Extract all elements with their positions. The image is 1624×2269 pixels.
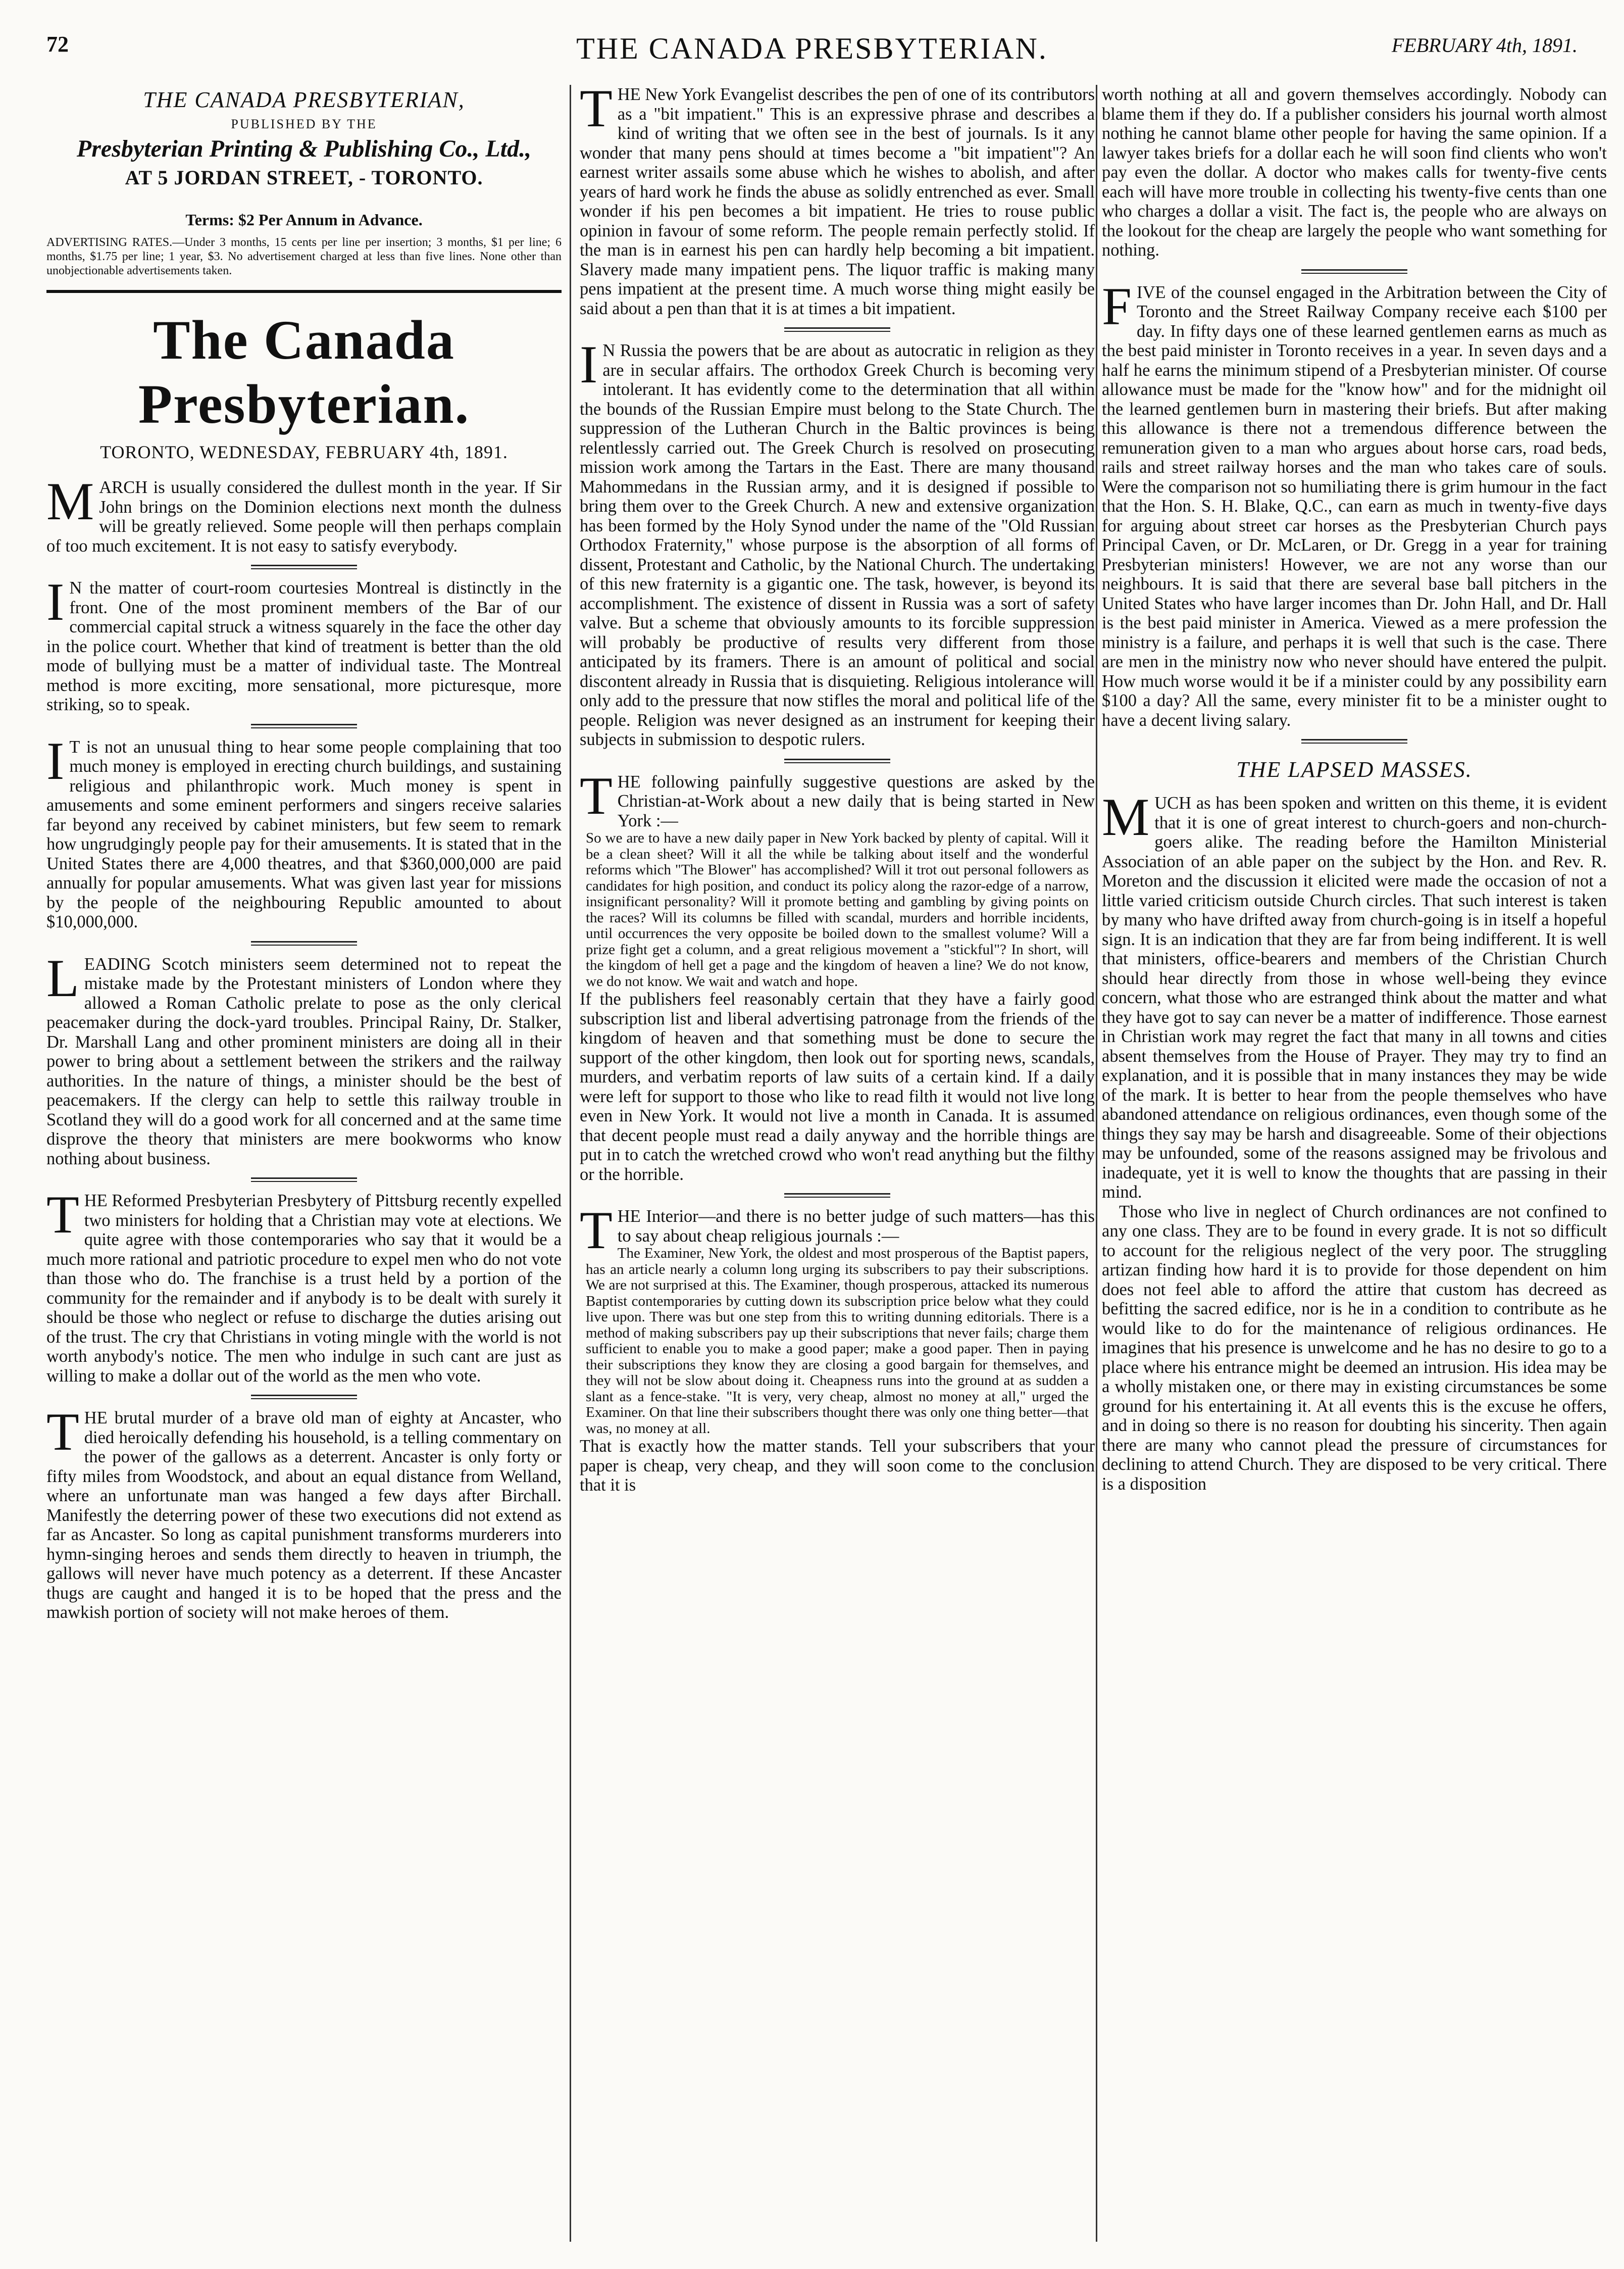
article-new-daily-comment: If the publishers feel reasonably certain that they have a fairly good subscription list and liberal advertising patronage from the friends of the kingdom of heaven and that something must be done to secure the support of the other kingdom, then look out for sporting news, scandals, murders, and verbatim reports of law suits of a certain kind. If a daily were left for support to those who like to read filth it would not live long even in New York. It would not live a month in Canada. It is assumed that decent people must read a daily anyway and the horrible things are put in to catch the wretched crowd who won't read anything but the filthy or the horrible. (580, 990, 1095, 1184)
article-separator (1301, 269, 1407, 274)
drop-cap: T (580, 1201, 613, 1260)
article-separator (784, 759, 890, 763)
masthead-published-by: PUBLISHED BY THE (231, 117, 377, 131)
article-scotch-ministers: LEADING Scotch ministers seem determined not to repeat the mistake made by the Protestant ministers of London where they allowed a Roman Catholic prelate to pose as the only clerical peacemaker during the dock-yard troubles. Principal Rainy, Dr. Stalker, Dr. Marshall Lang and other prominent ministers are doing all in their power to bring about a settlement between the strikers and the railway authorities. In the nature of things, a minister should be the best of peacemakers. If the clergy can help to settle this railway trouble in Scotland they will do a good work for all concerned and at the same time disprove the theory that ministers are mere bookworms who know nothing about business. (46, 948, 562, 1168)
article-reformed-presbytery: THE Reformed Presbyterian Presbytery of Pittsburg recently expelled two ministers for holding that a Christian may vote at elections. We quite agree with those contemporaries who say that it would be a much more rational and patriotic procedure to expel men who do not vote than those who do. The franchise is a trust held by a portion of the community for the remainder and if anybody is to be dealt with surely it should be those who neglect or refuse to discharge the duties arising out of the trust. The cry that Christians in voting mingle with the world is not worth anybody's notice. The men who indulge in such cant are just as willing to make a dollar out of the world as the men who vote. (46, 1185, 562, 1386)
masthead-advertising: ADVERTISING RATES.—Under 3 months, 15 cents per line per insertion; 3 months, $1 per line; 6 months, $1.75 per line; 1 year, $3. No advertisement charged at less than five lines. None other than unobjectionable advertisements taken. (46, 236, 562, 277)
quotation-christian-at-work: So we are to have a new daily paper in New York backed by plenty of capital. Will it be a clean sheet? Will it all the while be talking about itself and the wonderful reforms which "The Blower" has accomplished? Will it trot out personal followers as candidates for high position, and conduct its policy along the razor-edge of a narrow, insignificant personality? Will it promote betting and gambling by giving points on the races? Will its columns be filled with scandal, murders and horrible incidents, until occurrences the very opposite be boiled down to the smallest volume? Will a prize fight get a column, and a great religious movement a "stickful"? In short, will the kingdom of hell get a page and the kingdom of heaven a line? We do not know, we do not know. We wait and watch and hope. (586, 830, 1089, 990)
article-separator (784, 1193, 890, 1198)
article-cheap-journals-continued: worth nothing at all and govern themselves accordingly. Nobody can blame them if they do. If a publisher considers his journal worth almost nothing he cannot blame other people for having the same opinion. If a lawyer takes briefs for a dollar each he will soon find clients who won't pay even the dollar. A doctor who makes calls for twenty-five cents each will have more trouble in collecting his twenty-five cents than one who charges a dollar a visit. The fact is, the people who are always on the lookout for the cheap are largely the people who want something for nothing. (1102, 85, 1607, 260)
article-cheap-journals-intro: THE Interior—and there is no better judge of such matters—has this to say about cheap religious journals :— (580, 1201, 1095, 1260)
drop-cap: T (580, 766, 613, 825)
article-russia: I N Russia the powers that be are about as autocratic in religion as they are in secular affairs. The orthodox Greek Church is becoming very intolerant. It has evidently come to the determination that all within the bounds of the Russian Empire must belong to the State Church. The suppression of the Lutheran Church in the Baltic provinces is being relentlessly carried out. The Greek Church is resolved on prosecuting mission work among the Tartars in the East. There are many thousand Mahommedans in the Russian army, and it is designed if possible to bring them over to the Greek Church. A new and extensive organization has been formed by the Holy Synod under the name of the "Old Russian Orthodox Fraternity," whose purpose is the absorption of all forms of dissent, Protestant and Catholic, by the National Church. The undertaking of this new fraternity is a gigantic one. The task, however, is beyond its accomplishment. The existence of dissent in Russia was a sort of safety valve. But a scheme that obviously amounts to its forcible suppression will probably be productive of results very different from those anticipated by its framers. There is an amount of political and social discontent already in Russia that is disquieting. Religious intolerance will only add to the pressure that now stifles the moral and political life of the people. Religion was never designed as an instrument for keeping their subjects in submission to despotic rulers. (580, 335, 1095, 749)
article-separator (251, 565, 357, 569)
article-amusements: I T is not an unusual thing to hear some people complaining that too much money is employed in erecting church buildings, and sustaining religious and philanthropic work. Much money is spent in amusements and some eminent performers and singers receive salaries far beyond any received by cabinet ministers, but few seem to remark how ungrudgingly people pay for their amusements. It is stated that in the United States there are 4,000 theatres, and that $360,000,000 are paid annually for popular amusements. What was given last year for missions by the people of the neighbouring Republic amounted to about $10,000,000. (46, 731, 562, 931)
drop-cap: T (580, 85, 613, 138)
drop-cap: I (46, 572, 65, 631)
column-rule-1 (570, 85, 571, 2242)
article-separator (251, 1177, 357, 1182)
drop-cap: T (46, 1402, 79, 1461)
article-separator (784, 327, 890, 332)
article-arbitration-counsel: FIVE of the counsel engaged in the Arbitration between the City of Toronto and the Street Railway Company receive each $100 per day. In fifty days one of these learned gentlemen earns as much as the best paid minister in Toronto receives in a year. In seven days and a half he earns the minimum stipend of a Presbyterian minister. Of course allowance must be made for the "know how" and for the midnight oil the learned gentlemen burn in mastering their briefs. But after making this allowance is there not a tremendous difference between the remuneration given to a man who argues about horse cars, road beds, rails and street railway horses and the man who takes care of souls. Were the comparison not so humiliating there is grim humour in the fact that the Hon. S. H. Blake, Q.C., can earn as much in twenty-five days for arguing about street car horses as the Presbyterian Church pays Principal Caven, or Dr. McLaren, or Dr. Gregg in a year for training Presbyterian ministers! However, we are not any worse than our neighbours. It is said that there are several base ball pitchers in the United States who have larger incomes than Dr. John Hall, and Dr. Hall is the best paid minister in America. Viewed as a mere profession the ministry is a failure, and perhaps it is well that such is the case. There are men in the ministry now who never should have entered the pulpit. How much worse would it be if a minister could by any possibility earn $100 a day? All the same, every minister fit to be a minister ought to have a decent living salary. (1102, 276, 1607, 730)
masthead-paper-name: THE CANADA PRESBYTERIAN, (143, 87, 465, 112)
page-number: 72 (46, 32, 69, 57)
column-3 (1102, 85, 1607, 2252)
drop-cap: I (580, 335, 598, 394)
article-separator (251, 1395, 357, 1399)
masthead-publisher: Presbyterian Printing & Publishing Co., Ltd., (76, 135, 532, 162)
running-title: THE CANADA PRESBYTERIAN. (576, 32, 1048, 65)
article-lapsed-masses: MUCH as has been spoken and written on this theme, it is evident that it is one of great interest to church-goers and non-church-goers alike. The reading before the Hamilton Ministerial Association of an able paper on the subject by the Hon. and Rev. R. Moreton and the discussion it elicited were made the occasion of not a little varied criticism outside Church circles. That such interest is taken by many who have drifted away from church-going is in itself a hopeful sign. It is an indication that they are far from being indifferent. It is well that ministers, office-bearers and members of the Christian Church should hear directly from those in whose well-being they evince concern, what those who are estranged think about the matter and what they have got to say can never be a matter of indifference. Those earnest in Christian work may regret the fact that many in all towns and cities absent themselves from the House of Prayer. They may try to find an explanation, and it is possible that in many instances they may be wide of the mark. It is better to hear from the people themselves who have abandoned attendance on religious ordinances, even though some of the things they say may be harsh and disagreeable. Some of their objections may be unfounded, some of the reasons assigned may be frivolous and inadequate, yet it is well to know the thoughts that are passing in their mind. (1102, 787, 1607, 1202)
article-court-room-courtesies: I N the matter of court-room courtesies Montreal is distinctly in the front. One of the most prominent members of the Bar of our commercial capital struck a witness squarely in the face the other day in the police court. Whether that kind of treatment is better than the old mode of bullying must be a matter of individual taste. The Montreal method is more exciting, more sensational, more picturesque, more striking, so to speak. (46, 572, 562, 714)
masthead-address: AT 5 JORDAN STREET, - TORONTO. (125, 166, 483, 189)
column-1 (46, 85, 562, 2252)
column-rule-2 (1096, 85, 1097, 2242)
section-heading-lapsed-masses: THE LAPSED MASSES. (1236, 757, 1473, 782)
article-ancaster-murder: THE brutal murder of a brave old man of eighty at Ancaster, who died heroically defending his household, is a telling commentary on the power of the gallows as a deterrent. Ancaster is only forty or fifty miles from Woodstock, and about an equal distance from Welland, where an unfortunate man was hanged a few days after Birchall. Manifestly the deterring power of these two executions did not extend as far as Ancaster. So long as capital punishment transforms murderers into hymn-singing heroes and sends them directly to heaven in triumph, the gallows will never have much potency as a deterrent. If these Ancaster thugs are caught and hanged it is to be hoped that the press and the mawkish portion of society will not make heroes of them. (46, 1402, 562, 1622)
drop-cap: M (1102, 787, 1150, 847)
article-cheap-journals-comment: That is exactly how the matter stands. Tell your subscribers that your paper is cheap, very cheap, and they will soon come to the conclusion that it is (580, 1437, 1095, 1495)
drop-cap: M (46, 472, 94, 531)
drop-cap: T (46, 1185, 79, 1244)
quotation-interior: The Examiner, New York, the oldest and most prosperous of the Baptist papers, has an article nearly a column long urging its subscribers to pay their subscriptions. We are not surprised at this. The Examiner, though prosperous, attacked its numerous Baptist contemporaries by cutting down its subscription price below what they could live upon. There was but one step from this to writing dunning editorials. There is a method of making subscribers pay up their subscriptions that never fails; charge them sufficient to enable you to make a good paper; make a good paper. Then in paying their subscriptions they know they are closing a good bargain for themselves, and they will not be slow about doing it. Cheapness runs into the ground at as sudden a slant as a fence-stake. "It is very, very cheap, almost no money at all," urged the Examiner. On that line their subscribers thought there was only one thing better—that was, no money at all. (586, 1245, 1089, 1437)
nameplate: The Canada Presbyterian. (138, 309, 470, 435)
masthead-terms: Terms: $2 Per Annum in Advance. (185, 211, 423, 229)
masthead-rule (46, 290, 562, 293)
article-lapsed-masses-continued: Those who live in neglect of Church ordinances are not confined to any one class. They are to be found in every grade. It is not so difficult to account for the religious neglect of the very poor. The struggling artizan finding how hard it is to provide for those dependent on him does not feel able to afford the attire that custom has decreed as befitting the sacred edifice, nor is he in a condition to contribute as he would like to do for the maintenance of religious ordinances. He imagines that his presence is unwelcome and he has no desire to go to a place where his entrance might be deemed an intrusion. His idea may be a wholly mistaken one, or there may in existing circumstances be some ground for his entertaining it. At all events this is the excuse he offers, and in doing so there is no reason for doubting his sincerity. Then again there are many who cannot plead the pressure of circumstances for declining to attend Church. They are disposed to be very critical. There is a disposition (1102, 1202, 1607, 1494)
article-bit-impatient: THE New York Evangelist describes the pen of one of its contributors as a "bit impatient." This is an expressive phrase and describes a kind of writing that we often see in the best of journals. Is it any wonder that many pens should at times become a "bit impatient"? An earnest writer assails some abuse which he wishes to abolish, and after years of hard work he finds the abuse as solidly entrenched as ever. Small wonder if his pen becomes a bit impatient. He tries to rouse public opinion in favour of some reform. The people remain perfectly stolid. If the man is in earnest his pen can hardly help becoming a bit impatient. Slavery made many impatient pens. The liquor traffic is making many pens impatient at the present time. A much worse thing might easily be said about a pen than that it is at times a bit impatient. (580, 85, 1095, 318)
running-header (0, 31, 1624, 72)
article-march-dullest: MARCH is usually considered the dullest month in the year. If Sir John brings on the Dominion elections next month the dulness will be greatly relieved. Some people will then perhaps complain of too much excitement. It is not easy to satisfy everybody. (46, 472, 562, 556)
drop-cap: I (46, 731, 65, 791)
article-separator (251, 941, 357, 946)
article-separator (251, 724, 357, 728)
article-new-daily-intro: THE following painfully suggestive questions are asked by the Christian-at-Work about a new daily that is being started in New York :— (580, 766, 1095, 830)
column-2 (580, 85, 1095, 2252)
dateline: TORONTO, WEDNESDAY, FEBRUARY 4th, 1891. (100, 442, 508, 462)
article-separator (1301, 739, 1407, 744)
running-date: FEBRUARY 4th, 1891. (1391, 34, 1578, 57)
drop-cap: F (1102, 276, 1132, 336)
drop-cap: L (46, 948, 79, 1008)
